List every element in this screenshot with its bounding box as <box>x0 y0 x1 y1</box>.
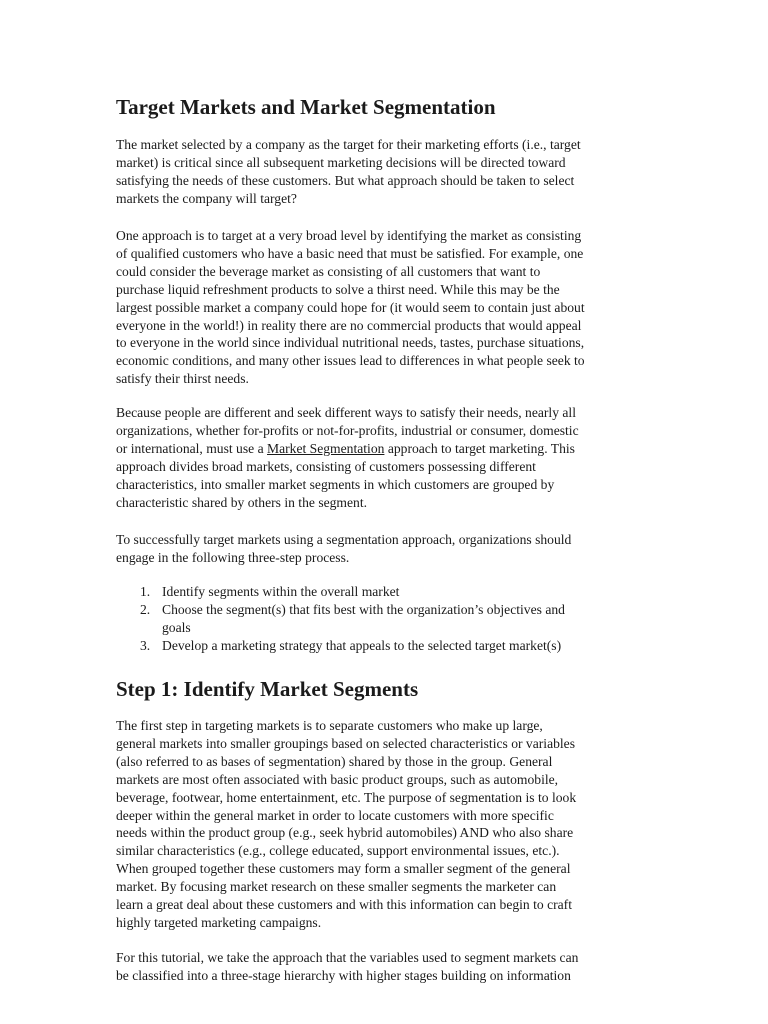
text-line: Because people are different and seek different ways to satisfy their needs, nearly all <box>116 405 576 420</box>
list-number: 1. <box>140 584 151 599</box>
text-line: When grouped together these customers may form a smaller segment of the general <box>116 861 571 877</box>
text-line: to everyone in the world since individual nutritional needs, tastes, purchase situations, <box>116 335 585 351</box>
steps-list <box>116 583 656 655</box>
text-line: organizations, whether for-profits or not-for-profits, industrial or consumer, domestic <box>116 422 579 438</box>
text-line <box>116 440 656 458</box>
market-segmentation-link[interactable]: Market Segmentation <box>267 440 385 456</box>
section-heading: Step 1: Identify Market Segments <box>116 677 419 701</box>
list-item-text: goals <box>162 619 191 635</box>
text-line: market. By focusing market research on these smaller segments the marketer can <box>116 879 557 895</box>
text-line: markets are most often associated with basic product groups, such as automobile, <box>116 771 559 787</box>
text-line: satisfy their thirst needs. <box>116 371 249 387</box>
text-line: characteristics, into smaller market segments in which customers are grouped by <box>116 476 555 492</box>
list-item-text: Choose the segment(s) that fits best with the organization’s objectives and <box>162 601 565 617</box>
text-line: similar characteristics (e.g., college educated, support environmental issues, etc.). <box>116 843 560 859</box>
text-line: approach divides broad markets, consisting of customers possessing different <box>116 458 536 474</box>
paragraph-target-market-intro <box>116 136 656 208</box>
paragraph-three-step-intro <box>116 531 656 567</box>
text-line: be classified into a three-stage hierarchy with higher stages building on information <box>116 967 571 983</box>
text-line: One approach is to target at a very broad level by identifying the market as consisting <box>116 228 582 243</box>
text-line: purchase liquid refreshment products to solve a thirst need. While this may be the <box>116 281 560 297</box>
paragraph-broad-approach <box>116 227 656 388</box>
text-line: of qualified customers who have a basic need that must be satisfied. For example, one <box>116 245 584 261</box>
text-line: satisfying the needs of these customers. But what approach should be taken to select <box>116 172 575 188</box>
text-line: general markets into smaller groupings based on selected characteristics or variables <box>116 735 575 751</box>
text-line: characteristic shared by others in the segment. <box>116 494 368 510</box>
text-line: deeper within the general market in order to locate customers with more specific <box>116 807 554 823</box>
text-line: could consider the beverage market as consisting of all customers that want to <box>116 263 541 279</box>
text-line: needs within the product group (e.g., seek hybrid automobiles) AND who also share <box>116 825 574 841</box>
text-line: largest possible market a company could hope for (it would seem to contain just about <box>116 299 585 315</box>
text-line: learn a great deal about these customers and with this information can begin to craft <box>116 897 572 913</box>
list-item <box>116 583 656 601</box>
list-item-text: Develop a marketing strategy that appeals to the selected target market(s) <box>162 637 562 653</box>
list-item-text: Identify segments within the overall market <box>162 584 400 599</box>
text-line: (also referred to as bases of segmentation) shared by those in the group. General <box>116 753 553 769</box>
text-line: The first step in targeting markets is to separate customers who make up large, <box>116 718 543 733</box>
text-fragment: or international, must use a <box>116 440 268 456</box>
text-line: engage in the following three-step process. <box>116 549 350 565</box>
text-line: The market selected by a company as the target for their marketing efforts (i.e., target <box>116 137 581 152</box>
text-line: market) is critical since all subsequent marketing decisions will be directed toward <box>116 154 566 170</box>
paragraph-segmentation-approach <box>116 404 656 511</box>
text-fragment: approach to target marketing. This <box>384 440 575 456</box>
text-line: markets the company will target? <box>116 190 297 206</box>
text-line: economic conditions, and many other issues lead to differences in what people seek to <box>116 353 585 369</box>
paragraph-tutorial-approach <box>116 949 656 985</box>
document-title: Target Markets and Market Segmentation <box>116 95 496 119</box>
paragraph-step-one <box>116 717 656 932</box>
text-line: beverage, footwear, home entertainment, etc. The purpose of segmentation is to look <box>116 789 577 805</box>
text-line: everyone in the world!) in reality there are no commercial products that would appeal <box>116 317 582 333</box>
text-line: To successfully target markets using a segmentation approach, organizations should <box>116 532 572 547</box>
list-number: 2. <box>140 601 151 617</box>
list-item <box>116 637 656 655</box>
list-number: 3. <box>140 637 151 653</box>
text-line: highly targeted marketing campaigns. <box>116 914 322 930</box>
text-line: For this tutorial, we take the approach that the variables used to segment markets can <box>116 950 579 965</box>
list-item <box>116 601 656 637</box>
